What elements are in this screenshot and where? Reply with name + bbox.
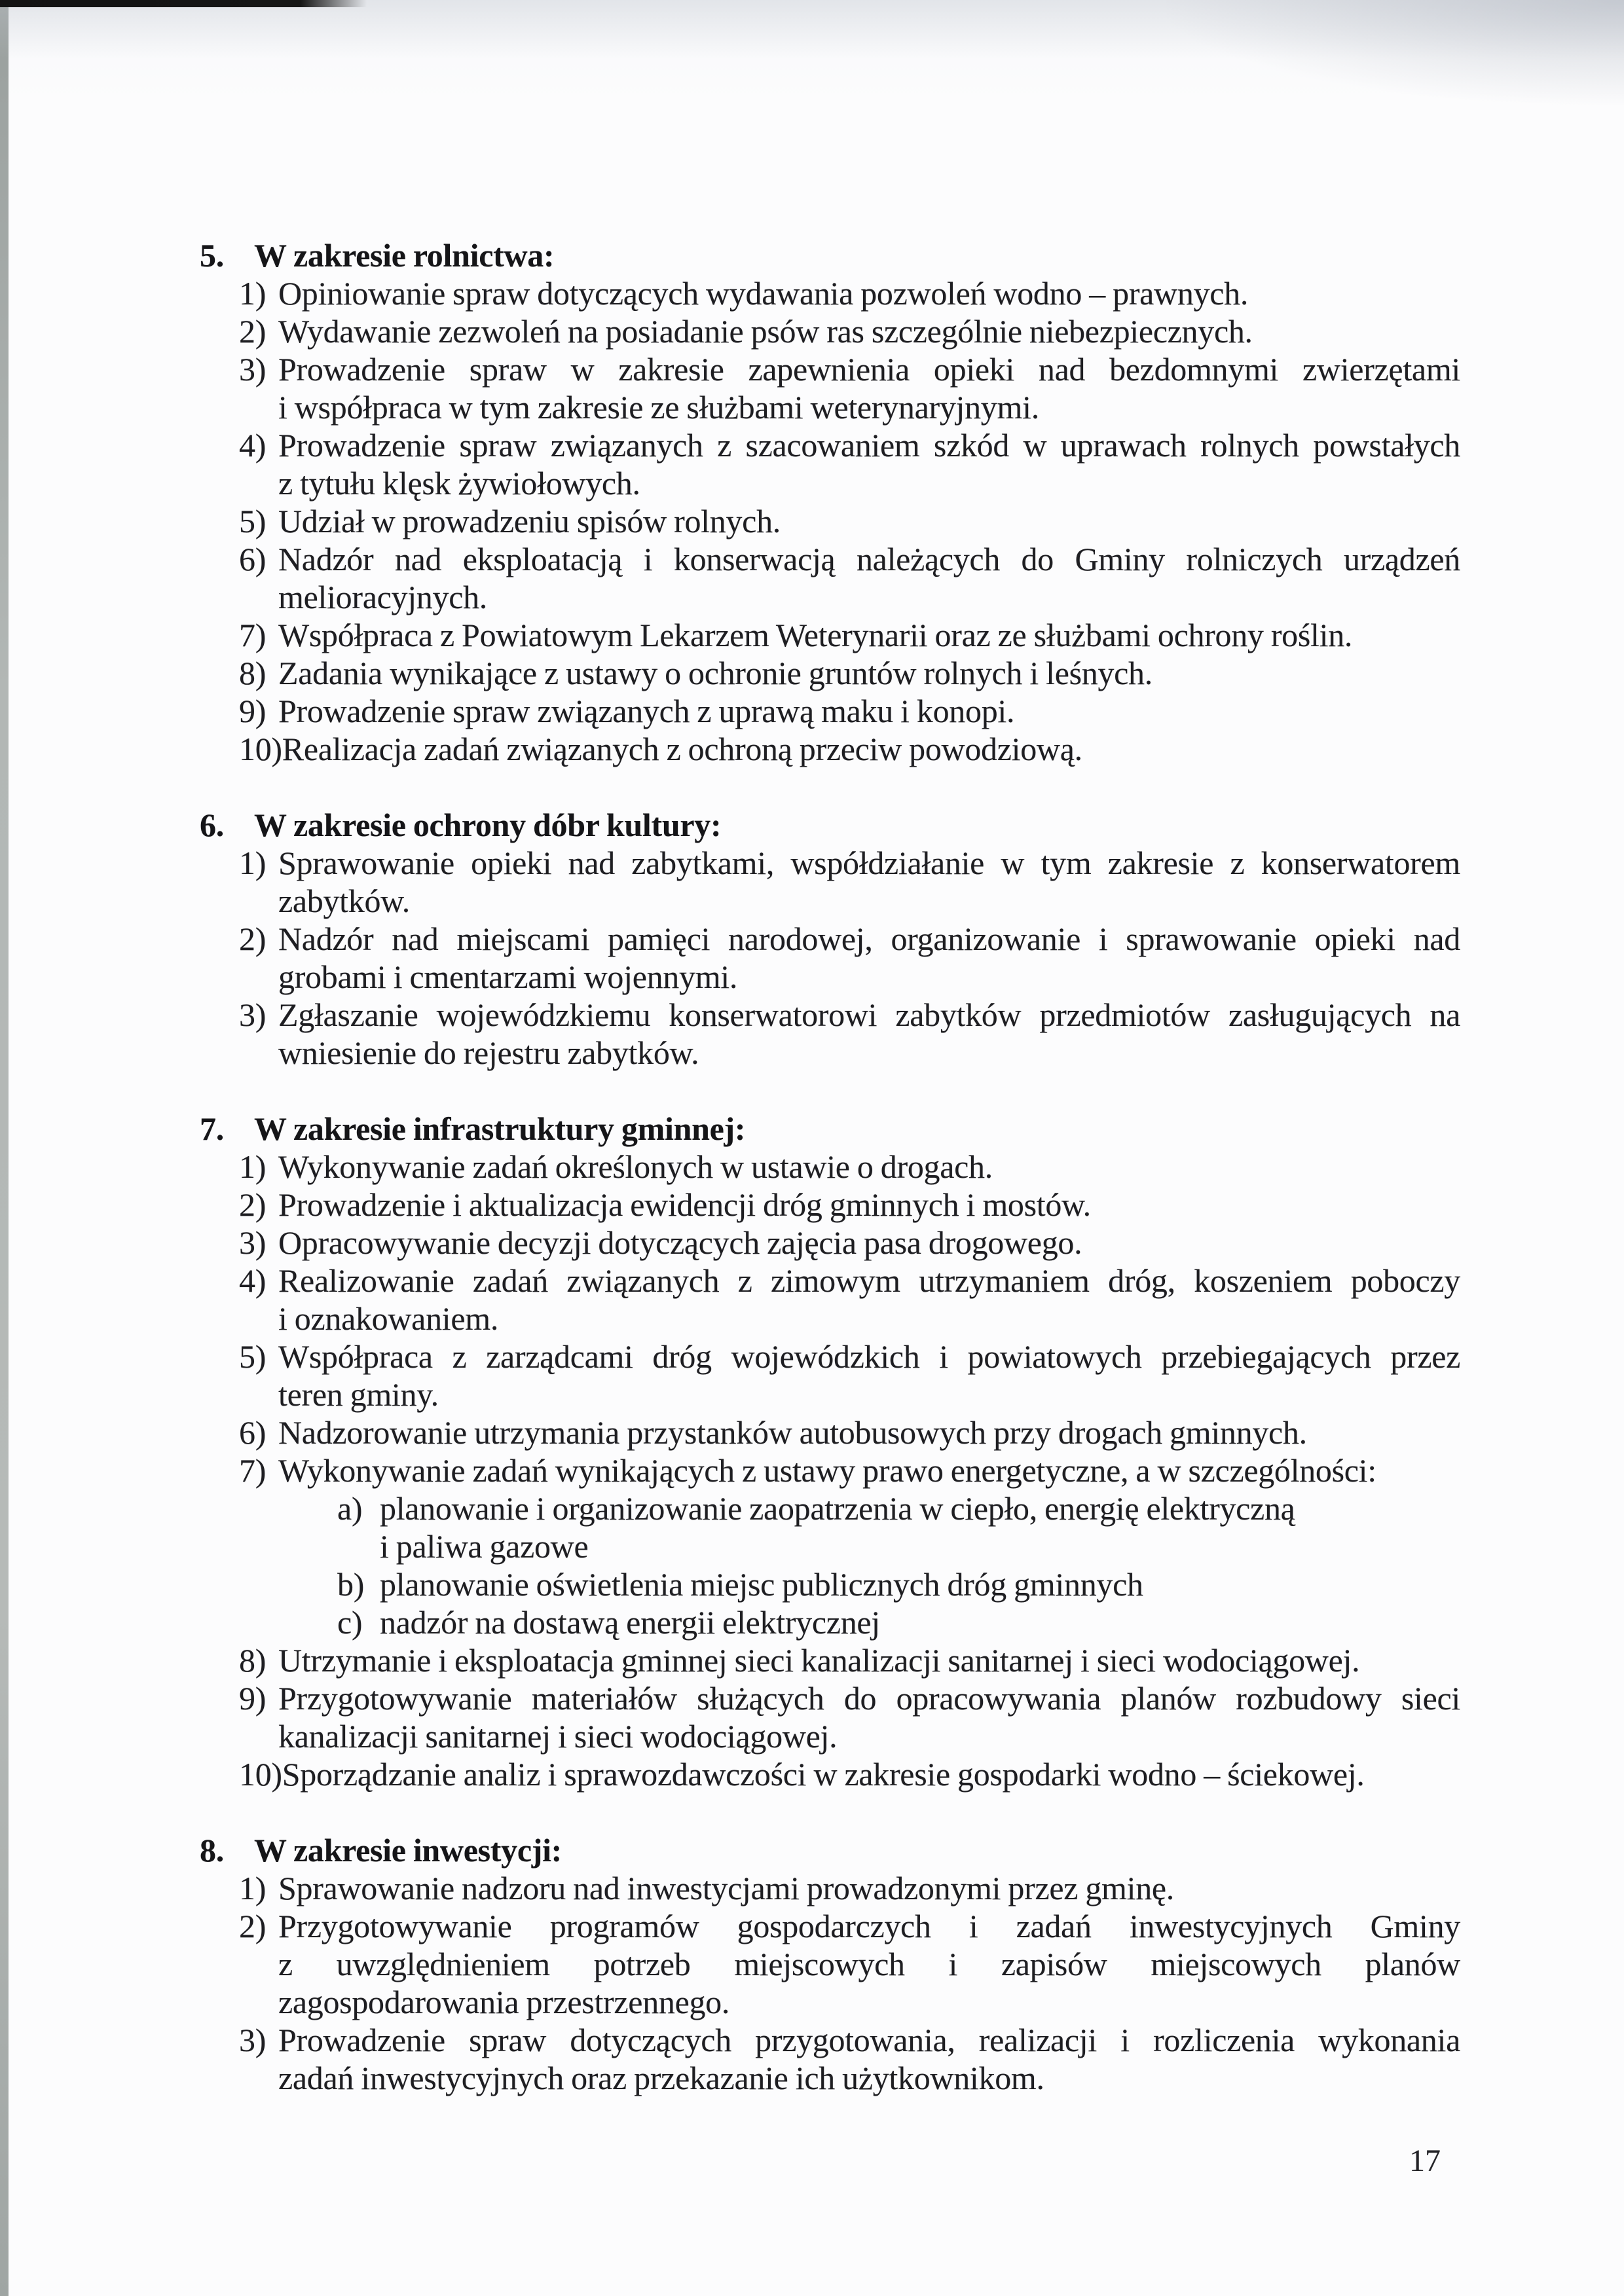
item-line: Prowadzenie i aktualizacja ewidencji dróg gminnych i mostów. <box>278 1186 1091 1223</box>
item-text <box>278 1338 1460 1413</box>
scan-top-corner-bar <box>0 0 367 7</box>
scan-top-right-shadow <box>1166 0 1624 105</box>
item-line: Przygotowywanie programów gospodarczych i zadań inwestycyjnych Gminy <box>278 1908 1460 1944</box>
section-number: 5. <box>200 237 224 274</box>
page-number: 17 <box>1409 2143 1441 2178</box>
item-line: z uwzględnieniem potrzeb miejscowych i zapisów miejscowych planów <box>278 1946 1460 1982</box>
section-number: 7. <box>200 1110 224 1147</box>
item-line: Prowadzenie spraw w zakresie zapewnienia opieki nad bezdomnymi zwierzętami <box>278 351 1460 388</box>
item-line: zabytków. <box>278 883 410 919</box>
item-line: Przygotowywanie materiałów służących do opracowywania planów rozbudowy sieci <box>278 1680 1460 1717</box>
list-item <box>239 1413 1460 1451</box>
item-text <box>278 1679 1460 1755</box>
item-number: 8) <box>239 655 267 691</box>
list-item <box>239 1186 1460 1224</box>
list-item <box>239 1148 1460 1186</box>
item-text <box>278 1413 1460 1451</box>
list-item <box>239 654 1460 692</box>
item-text <box>278 1907 1460 2021</box>
item-text <box>278 1641 1460 1679</box>
item-line: Wykonywanie zadań określonych w ustawie o drogach. <box>278 1148 993 1185</box>
item-line: melioracyjnych. <box>278 579 487 615</box>
item-number: 10) <box>239 731 282 767</box>
item-line: zagospodarowania przestrzennego. <box>278 1984 730 2020</box>
section-heading <box>200 1831 1624 1869</box>
item-text <box>282 730 1460 768</box>
item-text <box>278 502 1460 540</box>
list-item <box>239 1869 1460 1907</box>
list-item <box>239 426 1460 502</box>
item-line: i oznakowaniem. <box>278 1300 499 1337</box>
item-line: Sprawowanie opieki nad zabytkami, współdziałanie w tym zakresie z konserwatorem <box>278 845 1460 881</box>
item-line: i współpraca w tym zakresie ze służbami weterynaryjnymi. <box>278 389 1039 426</box>
sub-list-item <box>337 1565 1460 1603</box>
item-line: Prowadzenie spraw związanych z szacowaniem szkód w uprawach rolnych powstałych <box>278 427 1460 464</box>
item-line: kanalizacji sanitarnej i sieci wodociągowej. <box>278 1718 838 1755</box>
item-text <box>278 2021 1460 2097</box>
item-text <box>278 1869 1460 1907</box>
section-number: 8. <box>200 1832 224 1868</box>
list-item <box>239 692 1460 730</box>
item-text <box>278 350 1460 426</box>
item-number: 9) <box>239 1680 267 1717</box>
item-number: c) <box>337 1604 363 1641</box>
item-number: b) <box>337 1566 365 1603</box>
list-item <box>239 920 1460 996</box>
item-line: Nadzór nad miejscami pamięci narodowej, organizowanie i sprawowanie opieki nad <box>278 920 1460 957</box>
item-text <box>278 1148 1460 1186</box>
item-line: Prowadzenie spraw dotyczących przygotowania, realizacji i rozliczenia wykonania <box>278 2022 1460 2058</box>
item-line: i paliwa gazowe <box>380 1528 589 1565</box>
section-heading <box>200 236 1624 274</box>
item-line: zadań inwestycyjnych oraz przekazanie ich użytkownikom. <box>278 2060 1044 2096</box>
item-number: 6) <box>239 1414 267 1451</box>
list-item <box>239 844 1460 920</box>
item-text <box>380 1489 1460 1565</box>
item-text <box>380 1565 1460 1603</box>
item-text <box>278 426 1460 502</box>
item-line: wniesienie do rejestru zabytków. <box>278 1034 699 1071</box>
item-text <box>278 616 1460 654</box>
item-line: Prowadzenie spraw związanych z uprawą maku i konopi. <box>278 693 1015 729</box>
item-text <box>278 1186 1460 1224</box>
item-number: 3) <box>239 2022 267 2058</box>
item-line: Wydawanie zezwoleń na posiadanie psów ras szczególnie niebezpiecznych. <box>278 313 1253 350</box>
item-number: 5) <box>239 1338 267 1375</box>
item-line: Współpraca z zarządcami dróg wojewódzkich i powiatowych przebiegających przez <box>278 1338 1460 1375</box>
item-line: planowanie oświetlenia miejsc publicznych dróg gminnych <box>380 1566 1143 1603</box>
item-text <box>278 274 1460 312</box>
item-text <box>380 1603 1460 1641</box>
item-text <box>278 844 1460 920</box>
item-number: 9) <box>239 693 267 729</box>
list-item <box>239 540 1460 616</box>
list-item <box>239 1679 1460 1755</box>
item-text <box>278 1451 1460 1489</box>
item-number: 4) <box>239 1262 267 1299</box>
item-line: Realizowanie zadań związanych z zimowym utrzymaniem dróg, koszeniem poboczy <box>278 1262 1460 1299</box>
list-item <box>239 616 1460 654</box>
section-number: 6. <box>200 807 224 843</box>
item-number: 1) <box>239 845 267 881</box>
section-heading <box>200 1110 1624 1148</box>
item-text <box>278 920 1460 996</box>
item-line: Nadzór nad eksploatacją i konserwacją należących do Gminy rolniczych urządzeń <box>278 541 1460 577</box>
sub-list-item <box>337 1489 1460 1565</box>
section-heading <box>200 806 1624 844</box>
item-text <box>278 1262 1460 1338</box>
item-line: Sprawowanie nadzoru nad inwestycjami prowadzonymi przez gminę. <box>278 1870 1175 1906</box>
list-item <box>239 312 1460 350</box>
item-line: Sporządzanie analiz i sprawozdawczości w zakresie gospodarki wodno – ściekowej. <box>282 1756 1365 1793</box>
section-title: W zakresie ochrony dóbr kultury: <box>254 807 722 843</box>
item-text <box>278 692 1460 730</box>
item-line: Opracowywanie decyzji dotyczących zajęcia pasa drogowego. <box>278 1224 1082 1261</box>
section-title: W zakresie infrastruktury gminnej: <box>254 1110 746 1147</box>
list-item <box>239 1262 1460 1338</box>
section <box>0 1831 1624 2097</box>
item-line: Zgłaszanie wojewódzkiemu konserwatorowi zabytków przedmiotów zasługujących na <box>278 996 1460 1033</box>
item-line: Udział w prowadzeniu spisów rolnych. <box>278 503 781 539</box>
list-item <box>239 350 1460 426</box>
item-number: a) <box>337 1490 363 1527</box>
item-line: Współpraca z Powiatowym Lekarzem Weterynarii oraz ze służbami ochrony roślin. <box>278 617 1353 653</box>
section <box>0 1110 1624 1793</box>
item-text <box>278 312 1460 350</box>
item-line: z tytułu klęsk żywiołowych. <box>278 465 640 501</box>
item-number: 1) <box>239 1148 267 1185</box>
item-number: 5) <box>239 503 267 539</box>
item-number: 3) <box>239 1224 267 1261</box>
item-number: 1) <box>239 275 267 312</box>
list-item <box>239 1755 1460 1793</box>
item-number: 3) <box>239 351 267 388</box>
item-number: 2) <box>239 1186 267 1223</box>
item-line: Utrzymanie i eksploatacja gminnej sieci kanalizacji sanitarnej i sieci wodociągowej. <box>278 1642 1360 1679</box>
list-item <box>239 1641 1460 1679</box>
item-number: 7) <box>239 617 267 653</box>
item-number: 8) <box>239 1642 267 1679</box>
item-number: 2) <box>239 1908 267 1944</box>
item-number: 7) <box>239 1452 267 1489</box>
item-number: 1) <box>239 1870 267 1906</box>
item-number: 4) <box>239 427 267 464</box>
item-text <box>282 1755 1460 1793</box>
item-number: 2) <box>239 313 267 350</box>
item-text <box>278 1224 1460 1262</box>
item-line: teren gminy. <box>278 1376 439 1413</box>
item-text <box>278 996 1460 1072</box>
section-title: W zakresie inwestycji: <box>254 1832 563 1868</box>
item-text <box>278 540 1460 616</box>
item-line: grobami i cmentarzami wojennymi. <box>278 958 738 995</box>
list-item <box>239 1907 1460 2021</box>
item-number: 2) <box>239 920 267 957</box>
item-number: 10) <box>239 1756 282 1793</box>
section-title: W zakresie rolnictwa: <box>254 237 555 274</box>
list-item <box>239 730 1460 768</box>
item-line: Nadzorowanie utrzymania przystanków autobusowych przy drogach gminnych. <box>278 1414 1307 1451</box>
section <box>0 236 1624 768</box>
item-line: planowanie i organizowanie zaopatrzenia w ciepło, energię elektryczną <box>380 1490 1295 1527</box>
item-number: 3) <box>239 996 267 1033</box>
document-content <box>0 236 1624 2135</box>
list-item <box>239 2021 1460 2097</box>
item-line: Opiniowanie spraw dotyczących wydawania pozwoleń wodno – prawnych. <box>278 275 1249 312</box>
list-item <box>239 1451 1460 1489</box>
list-item <box>239 996 1460 1072</box>
list-item <box>239 1224 1460 1262</box>
list-item <box>239 502 1460 540</box>
item-line: nadzór na dostawą energii elektrycznej <box>380 1604 880 1641</box>
section <box>0 806 1624 1072</box>
list-item <box>239 274 1460 312</box>
item-number: 6) <box>239 541 267 577</box>
item-line: Realizacja zadań związanych z ochroną przeciw powodziową. <box>282 731 1082 767</box>
sub-list-item <box>337 1603 1460 1641</box>
item-line: Wykonywanie zadań wynikających z ustawy prawo energetyczne, a w szczególności: <box>278 1452 1376 1489</box>
item-text <box>278 654 1460 692</box>
list-item <box>239 1338 1460 1413</box>
item-line: Zadania wynikające z ustawy o ochronie gruntów rolnych i leśnych. <box>278 655 1153 691</box>
